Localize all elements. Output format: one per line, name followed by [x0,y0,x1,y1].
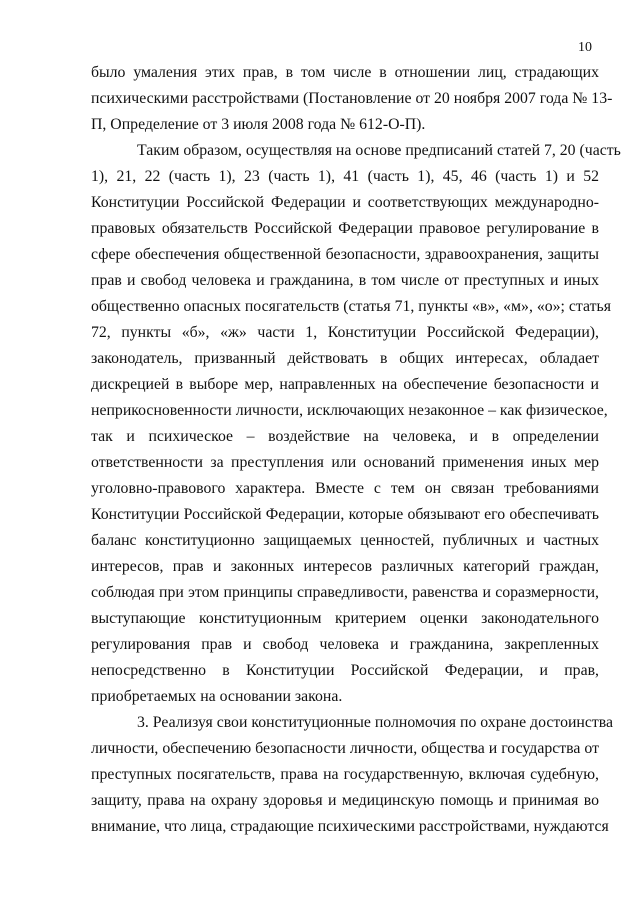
paragraph-first-line: Таким образом, осуществляя на основе предписаний статей 7, 20 (часть [137,142,621,159]
text-line: 72, пункты «б», «ж» части 1, Конституции Российской Федерации), [91,324,599,341]
text-line: общественно опасных посягательств (статья 71, пункты «в», «м», «о»; статья [91,298,611,315]
text-line: правовых обязательств Российской Федерации правовое регулирование в [91,220,599,237]
text-line: внимание, что лица, страдающие психическими расстройствами, нуждаются [91,818,609,835]
text-line: прав и свобод человека и гражданина, в том числе от преступных и иных [91,272,599,289]
text-line: ответственности за преступления или оснований применения иных мер [91,454,599,471]
text-line: Конституции Российской Федерации и соответствующих международно- [91,194,599,211]
paragraph-first-line: 3. Реализуя свои конституционные полномочия по охране достоинства [137,714,614,731]
text-line: Конституции Российской Федерации, которые обязывают его обеспечивать [91,506,599,523]
text-line: баланс конституционно защищаемых ценностей, публичных и частных [91,532,599,549]
text-line: приобретаемых на основании закона. [91,688,343,705]
text-line: защиту, права на охрану здоровья и медицинскую помощь и принимая во [91,792,599,809]
text-line: так и психическое – воздействие на человека, и в определении [91,428,599,445]
text-line: П, Определение от 3 июля 2008 года № 612-О-П). [91,116,426,133]
text-line: психическими расстройствами (Постановление от 20 ноября 2007 года № 13- [91,90,613,107]
text-line: было умаления этих прав, в том числе в отношении лиц, страдающих [91,64,599,81]
text-line: регулирования прав и свобод человека и гражданина, закрепленных [91,636,599,653]
text-line: законодатель, призванный действовать в общих интересах, обладает [91,350,599,367]
text-line: личности, обеспечению безопасности личности, общества и государства от [91,740,599,757]
text-line: уголовно-правового характера. Вместе с тем он связан требованиями [91,480,599,497]
text-line: интересов, прав и законных интересов различных категорий граждан, [91,558,599,575]
page-number: 10 [578,40,592,55]
text-line: выступающие конституционным критерием оценки законодательного [91,610,599,627]
text-line: 1), 21, 22 (часть 1), 23 (часть 1), 41 (часть 1), 45, 46 (часть 1) и 52 [91,168,599,185]
text-line: преступных посягательств, права на государственную, включая судебную, [91,766,599,783]
text-line: сфере обеспечения общественной безопасности, здравоохранения, защиты [91,246,599,263]
text-line: соблюдая при этом принципы справедливости, равенства и соразмерности, [91,584,599,601]
text-line: дискрецией в выборе мер, направленных на обеспечение безопасности и [91,376,599,393]
text-line: непосредственно в Конституции Российской Федерации, и прав, [91,662,599,679]
text-line: неприкосновенности личности, исключающих незаконное – как физическое, [91,402,608,419]
